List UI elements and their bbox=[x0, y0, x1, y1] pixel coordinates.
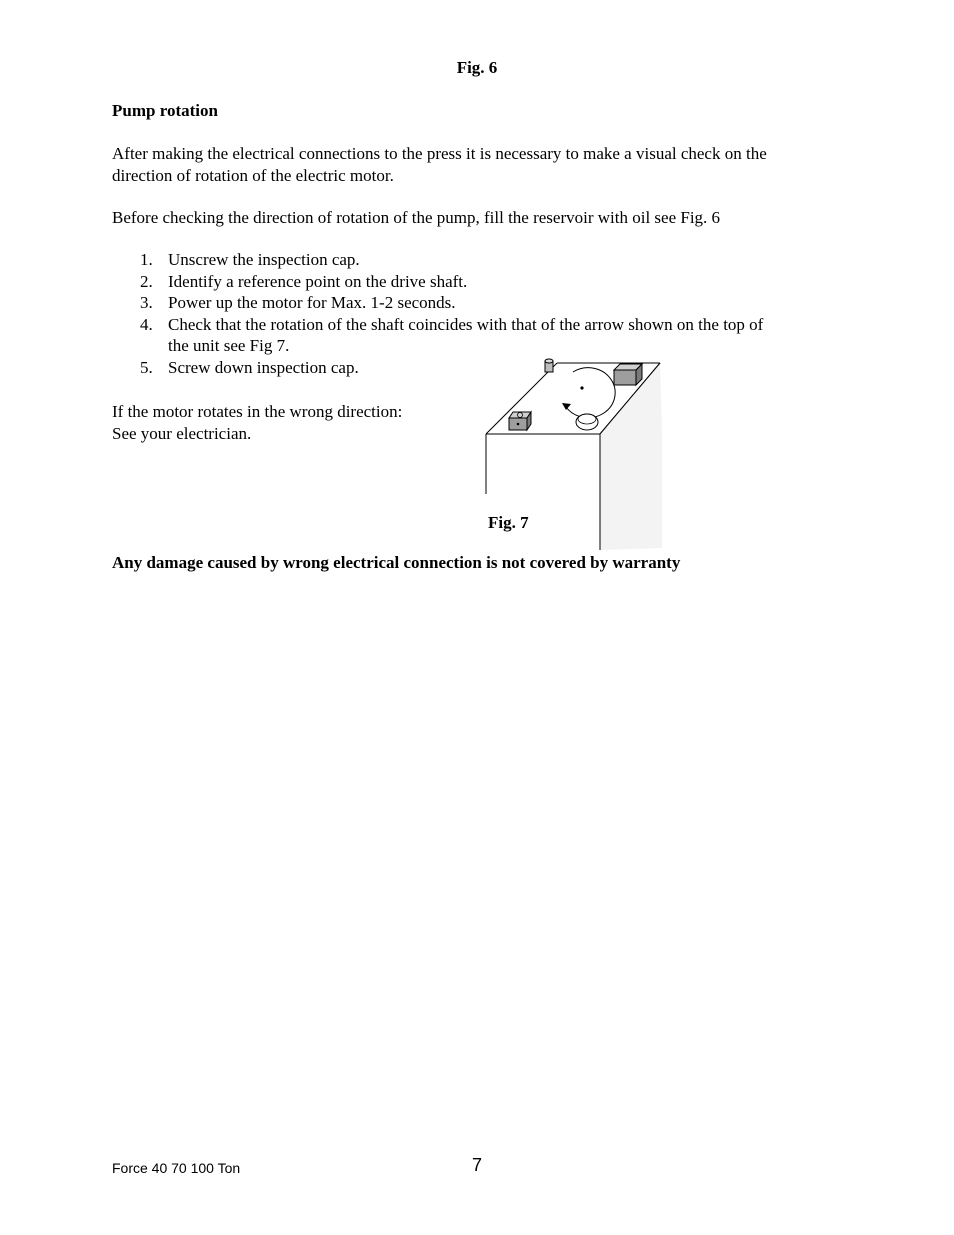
paragraph-1-line-1: After making the electrical connections to the press it is necessary to make a visual check on the bbox=[112, 144, 767, 163]
list-item-number: 1. bbox=[140, 250, 153, 269]
list-item bbox=[112, 271, 842, 293]
list-item bbox=[112, 314, 842, 357]
list-item bbox=[112, 292, 842, 314]
section-heading: Pump rotation bbox=[112, 101, 218, 120]
list-item-number: 2. bbox=[140, 271, 153, 291]
list-item-text-continued: the unit see Fig 7. bbox=[168, 336, 290, 355]
list-item-text: Power up the motor for Max. 1-2 seconds. bbox=[168, 293, 456, 312]
warranty-notice: Any damage caused by wrong electrical connection is not covered by warranty bbox=[112, 553, 681, 572]
list-item-text: Identify a reference point on the drive shaft. bbox=[168, 271, 468, 291]
list-item-number: 4. bbox=[140, 314, 153, 334]
fig6-caption: Fig. 6 bbox=[456, 58, 498, 77]
fig7-caption: Fig. 7 bbox=[488, 513, 529, 532]
inspection-cap-icon bbox=[576, 414, 598, 430]
list-item-text: Check that the rotation of the shaft coincides with that of the arrow shown on the top of bbox=[168, 314, 764, 334]
list-item bbox=[112, 249, 842, 271]
list-item-number: 5. bbox=[140, 357, 153, 377]
switch-box-icon bbox=[509, 412, 531, 430]
footer-product-name: Force 40 70 100 Ton bbox=[112, 1160, 241, 1176]
list-item-text: Screw down inspection cap. bbox=[168, 357, 359, 377]
page-number: 7 bbox=[471, 1155, 482, 1175]
motor-box-icon bbox=[614, 364, 642, 385]
list-item-text: Unscrew the inspection cap. bbox=[168, 250, 360, 269]
paragraph-2: Before checking the direction of rotation of the pump, fill the reservoir with oil see Fig. 6 bbox=[112, 208, 721, 227]
paragraph-1-line-2: direction of rotation of the electric motor. bbox=[112, 165, 394, 185]
filler-cap-icon bbox=[545, 359, 553, 372]
list-item-number: 3. bbox=[140, 293, 153, 312]
wrong-direction-line-1: If the motor rotates in the wrong direction: bbox=[112, 402, 403, 421]
wrong-direction-line-2: See your electrician. bbox=[112, 423, 252, 443]
